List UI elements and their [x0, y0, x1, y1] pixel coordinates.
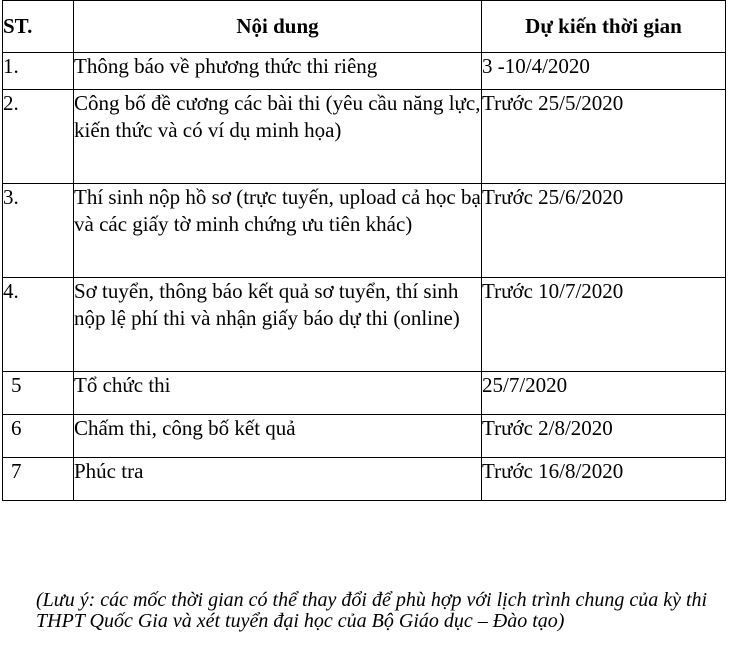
- row-content: Phúc tra: [74, 458, 482, 501]
- row-time: 25/7/2020: [482, 372, 726, 415]
- table-row: [3, 53, 726, 90]
- row-content: Chấm thi, công bố kết quả: [74, 415, 482, 458]
- row-time: Trước 25/5/2020: [482, 90, 726, 184]
- footnote: (Lưu ý: các mốc thời gian có thể thay đổi để phù hợp với lịch trình chung của kỳ thi THPT Quốc Gia và xét tuyển đại học của Bộ Giáo dục – Đào tạo): [36, 589, 708, 632]
- row-number: 6: [3, 415, 74, 458]
- table-header-row: [3, 1, 726, 53]
- header-time: Dự kiến thời gian: [482, 1, 726, 53]
- row-number: 5: [3, 372, 74, 415]
- row-number: 3.: [3, 184, 74, 278]
- table-row: [3, 372, 726, 415]
- row-number: 2.: [3, 90, 74, 184]
- row-time: Trước 2/8/2020: [482, 415, 726, 458]
- table-row: [3, 184, 726, 278]
- table-row: [3, 278, 726, 372]
- row-content: Thí sinh nộp hồ sơ (trực tuyến, upload cả học bạ và các giấy tờ minh chứng ưu tiên khác): [74, 184, 482, 278]
- row-time: Trước 16/8/2020: [482, 458, 726, 501]
- table-row: [3, 415, 726, 458]
- row-content: Sơ tuyển, thông báo kết quả sơ tuyển, thí sinh nộp lệ phí thi và nhận giấy báo dự thi (online): [74, 278, 482, 372]
- row-time: 3 -10/4/2020: [482, 53, 726, 90]
- table-row: [3, 90, 726, 184]
- row-time: Trước 25/6/2020: [482, 184, 726, 278]
- table-row: [3, 458, 726, 501]
- schedule-table: [2, 0, 726, 501]
- row-content: Tổ chức thi: [74, 372, 482, 415]
- header-st: ST.: [3, 1, 74, 53]
- row-content: Thông báo về phương thức thi riêng: [74, 53, 482, 90]
- row-number: 4.: [3, 278, 74, 372]
- row-number: 7: [3, 458, 74, 501]
- header-content: Nội dung: [74, 1, 482, 53]
- row-content: Công bố đề cương các bài thi (yêu cầu năng lực, kiến thức và có ví dụ minh họa): [74, 90, 482, 184]
- row-number: 1.: [3, 53, 74, 90]
- row-time: Trước 10/7/2020: [482, 278, 726, 372]
